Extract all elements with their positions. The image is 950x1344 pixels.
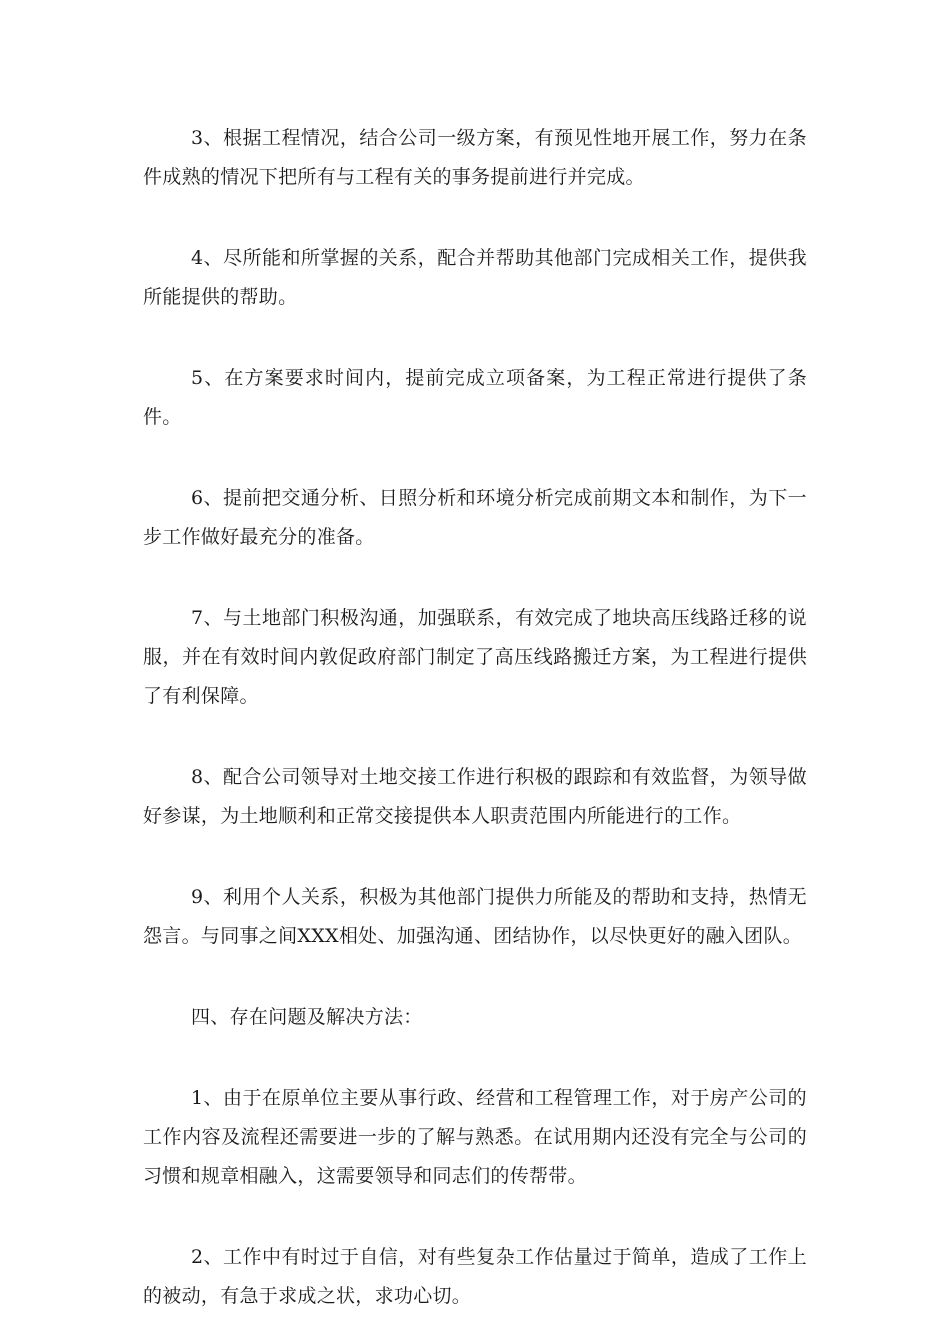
paragraph-item-5: 5、在方案要求时间内，提前完成立项备案，为工程正常进行提供了条件。	[143, 367, 807, 428]
paragraph-gap	[143, 557, 807, 599]
document-body	[143, 119, 807, 1316]
paragraph-gap	[143, 317, 807, 359]
paragraph-item-4: 4、尽所能和所掌握的关系，配合并帮助其他部门完成相关工作，提供我所能提供的帮助。	[143, 247, 807, 308]
paragraph-gap	[143, 716, 807, 758]
paragraph-gap	[143, 836, 807, 878]
paragraph-gap	[143, 956, 807, 998]
problem-item-1: 1、由于在原单位主要从事行政、经营和工程管理工作，对于房产公司的工作内容及流程还需要进一步的了解与熟悉。在试用期内还没有完全与公司的习惯和规章相融入，这需要领导和同志们的传帮带。	[143, 1087, 807, 1187]
paragraph-item-7: 7、与土地部门积极沟通，加强联系，有效完成了地块高压线路迁移的说服，并在有效时间内敦促政府部门制定了高压线路搬迁方案，为工程进行提供了有利保障。	[143, 607, 807, 707]
paragraph-gap	[143, 197, 807, 239]
paragraph-gap	[143, 1037, 807, 1079]
section-heading: 四、存在问题及解决方法：	[191, 1006, 423, 1028]
paragraph-gap	[143, 437, 807, 479]
problem-item-2: 2、工作中有时过于自信，对有些复杂工作估量过于简单，造成了工作上的被动，有急于求成之状，求功心切。	[143, 1246, 807, 1307]
paragraph-item-3: 3、根据工程情况，结合公司一级方案，有预见性地开展工作，努力在条件成熟的情况下把所有与工程有关的事务提前进行并完成。	[143, 127, 807, 188]
paragraph-gap	[143, 1196, 807, 1238]
paragraph-item-8: 8、配合公司领导对土地交接工作进行积极的跟踪和有效监督，为领导做好参谋，为土地顺利和正常交接提供本人职责范围内所能进行的工作。	[143, 766, 807, 827]
paragraph-item-6: 6、提前把交通分析、日照分析和环境分析完成前期文本和制作，为下一步工作做好最充分的准备。	[143, 487, 807, 548]
paragraph-item-9: 9、利用个人关系，积极为其他部门提供力所能及的帮助和支持，热情无怨言。与同事之间XXX相处、加强沟通、团结协作，以尽快更好的融入团队。	[143, 886, 807, 947]
